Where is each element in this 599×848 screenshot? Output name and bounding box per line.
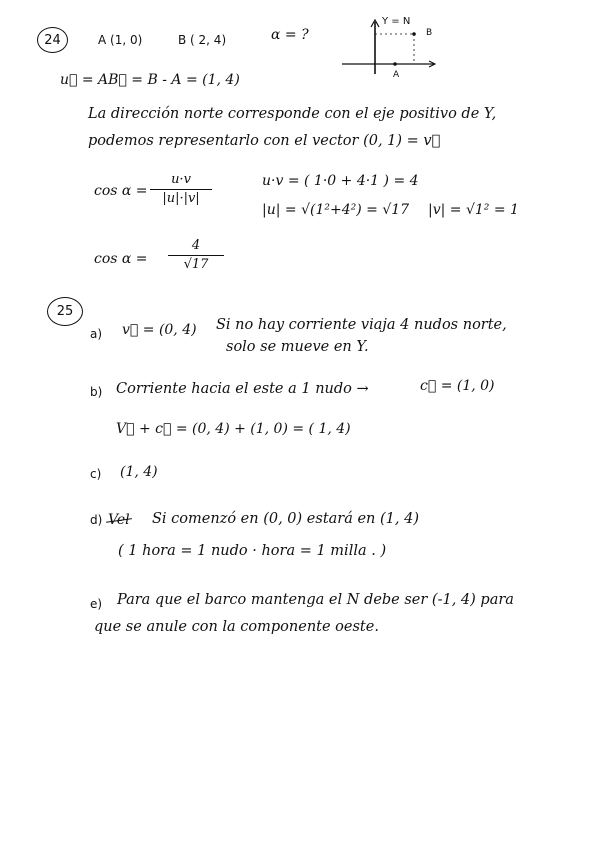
- cos-fraction: [150, 172, 212, 207]
- item-a-text-1: Si no hay corriente viaja 4 nudos norte,: [216, 317, 507, 333]
- point-a: A (1, 0): [98, 33, 143, 47]
- norm-v: |v| = √1² = 1: [428, 202, 519, 218]
- cos-bar: [150, 189, 212, 190]
- cos2-denominator: √17: [183, 257, 209, 272]
- item-a-label: a): [90, 327, 103, 341]
- diagram-y-label: Y = N: [382, 16, 411, 27]
- cos2-bar: [168, 255, 224, 256]
- cos2-numerator: 4: [191, 238, 201, 253]
- diagram-b-label: B: [426, 28, 433, 38]
- item-c-text: (1, 4): [120, 464, 158, 480]
- item-d-struck: Vel: [108, 512, 130, 528]
- norm-u: |u| = √(1²+4²) = √17: [262, 202, 410, 218]
- problem-25-number: 25: [47, 297, 83, 326]
- alpha-question: α = ?: [271, 27, 309, 43]
- text-line-2: podemos representarlo con el vector (0, 1) = v⃗: [88, 133, 441, 149]
- cos-numerator: u·v: [171, 172, 191, 187]
- cos2-fraction: [168, 238, 224, 273]
- cos2-label: cos α =: [94, 251, 148, 267]
- dot-product: u·v = ( 1·0 + 4·1 ) = 4: [262, 173, 419, 189]
- item-d-label: d): [90, 513, 103, 527]
- item-d-text: Si comenzó en (0, 0) estará en (1, 4): [152, 511, 419, 527]
- item-b-sum: V⃗ + c⃗ = (0, 4) + (1, 0) = ( 1, 4): [116, 421, 351, 437]
- item-b-vector: c⃗ = (1, 0): [420, 378, 495, 394]
- cos-label: cos α =: [94, 183, 148, 199]
- item-b-label: b): [90, 385, 103, 399]
- text-line-1: La dirección norte corresponde con el eje positivo de Y,: [88, 106, 497, 122]
- vector-u: u⃗ = AB⃗ = B - A = (1, 4): [60, 72, 240, 88]
- item-c-label: c): [90, 467, 102, 481]
- problem-24-number: 24: [37, 27, 68, 53]
- item-e-text-2: que se anule con la componente oeste.: [94, 619, 379, 635]
- item-a-text-2: solo se mueve en Y.: [226, 339, 369, 355]
- item-a-vector: v⃗ = (0, 4): [122, 322, 197, 338]
- item-e-text-1: Para que el barco mantenga el N debe ser (-1, 4) para: [117, 592, 514, 608]
- item-e-label: e): [90, 597, 103, 611]
- item-b-text: Corriente hacia el este a 1 nudo →: [116, 381, 369, 397]
- point-b: B ( 2, 4): [178, 33, 227, 47]
- diagram-a-label: A: [393, 70, 400, 80]
- cos-denominator: |u|·|v|: [162, 191, 200, 206]
- item-d-note: ( 1 hora = 1 nudo · hora = 1 milla . ): [118, 543, 387, 559]
